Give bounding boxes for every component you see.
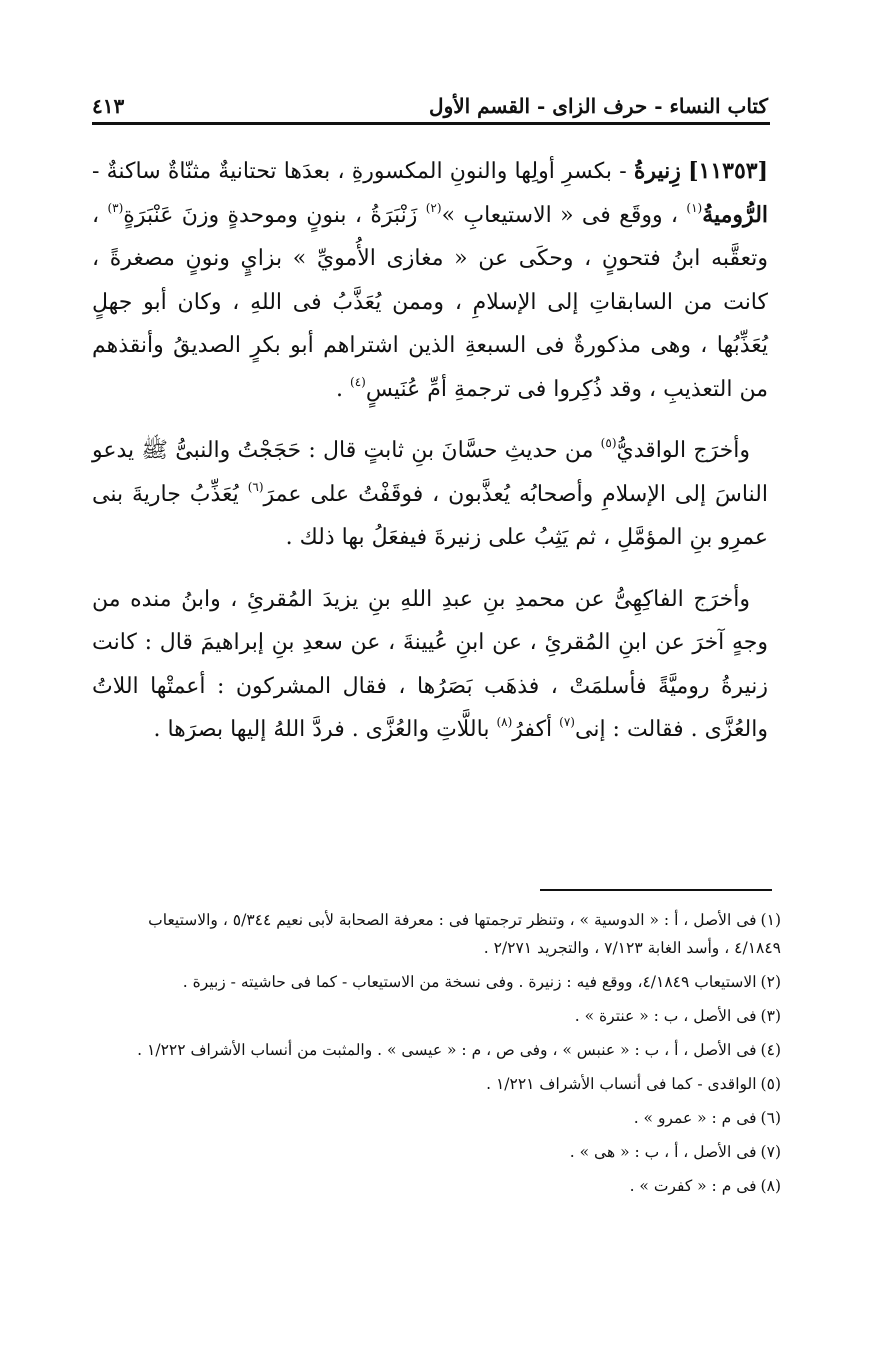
entry-gloss: الرُّوميةُ <box>702 201 769 228</box>
entry-text-c: زَنْبَرَةُ ، بنونٍ وموحدةٍ وزنَ عَنْبَرَةٍ <box>123 202 418 228</box>
footnote <box>100 1172 781 1200</box>
footnote-text: فى م : « كفرت » . <box>629 1177 757 1195</box>
para2-text-a: وأخرَج الواقديُّ <box>616 438 751 463</box>
running-title: كتاب النساء - حرف الزاى - القسم الأول <box>429 94 768 118</box>
running-header <box>92 82 768 118</box>
footnote-text: فى الأصل ، أ : « الدوسية » ، وتنظر ترجمتها فى : معرفة الصحابة لأبى نعيم ٥/٣٤٤ ، والاستيعاب ٤/١٨٤٩ ، وأسد الغابة ٧/١٢٣ ، والتجريد ٢/٢٧١ . <box>148 911 781 957</box>
footnote-ref-8[interactable]: (٨) <box>496 715 513 729</box>
entry-paragraph <box>92 150 768 411</box>
para3-text-c: باللَّاتِ والعُزَّى . فردَّ اللهُ إليها بصرَها . <box>153 717 490 742</box>
para3-text-a: وأخرَج الفاكِهِىُّ عن محمدِ بنِ عبدِ اللهِ بنِ يزيدَ المُقرئِ ، وابنُ منده من وجهٍ آخرَ عن ابنِ المُقرئِ ، عن ابنِ عُيينةَ ، عن سعدِ بنِ إبراهيمَ قال : كانت زنيرةُ روميَّةً فأسلمَتْ ، فذهَب بَصَرُها ، فقال المشركون : أعمتْها اللاتُ والعُزَّى . فقالت : إنى <box>92 586 768 742</box>
footnote-ref-6[interactable]: (٦) <box>247 479 264 494</box>
entry-text-a: - بكسرِ أولِها والنونِ المكسورةِ ، بعدَها تحتانيةٌ مثنّاةٌ ساكنةٌ - <box>92 159 627 184</box>
footnote <box>100 1104 781 1132</box>
page-number: ٤١٣ <box>92 94 125 118</box>
paragraph-fakihi <box>92 578 768 752</box>
footnote-ref-5[interactable]: (٥) <box>600 436 617 450</box>
footnote <box>100 1036 781 1064</box>
footnote-number: (٤) <box>760 1041 781 1059</box>
footnote-number: (٨) <box>760 1177 781 1195</box>
header-rule <box>92 122 770 125</box>
footnote-text: الواقدى - كما فى أنساب الأشراف ١/٢٢١ . <box>486 1075 757 1093</box>
entry-name: زِنيرةُ <box>633 158 681 184</box>
footnote-text: فى الأصل ، أ ، ب : « هى » . <box>569 1143 757 1161</box>
footnote-number: (٣) <box>760 1007 781 1025</box>
footnote-text: فى م : « عمرو » . <box>633 1109 757 1127</box>
para2-text-b: من حديثِ حسَّانَ بنِ ثابتٍ قال : حَجَجْتُ والنبىُّ ﷺ يدعو الناسَ إلى الإسلامِ وأصحابُه يُعذَّبون ، فوقَفْتُ على عمرَ <box>92 438 768 507</box>
footnote-number: (٥) <box>760 1075 781 1093</box>
entry-text-e: . <box>336 376 343 402</box>
paragraph-waqidi <box>92 429 768 560</box>
footnote-text: الاستيعاب ٤/١٨٤٩، ووقع فيه : زنيرة . وفى نسخة من الاستيعاب - كما فى حاشيته - زبيرة . <box>182 973 757 991</box>
footnote-ref-4[interactable]: (٤) <box>350 374 366 389</box>
footnote-number: (٧) <box>760 1143 781 1161</box>
footnote <box>100 1138 781 1166</box>
footnote <box>100 1002 781 1030</box>
footnote-number: (٢) <box>760 973 781 991</box>
para2-text-c: يُعَذِّبُ جاريةَ بنى عمرِو بنِ المؤمَّلِ ، ثم يَثِبُ على زنيرةَ فيفعَلُ بها ذلك . <box>92 481 768 550</box>
entry-text-d: ، وتعقَّبه ابنُ فتحونٍ ، وحكَى عن « مغازى الأُمويِّ » بزايٍ ونونٍ مصغرةً ، كانت من السابقاتِ إلى الإسلامِ ، وممن يُعَذَّبُ فى اللهِ ، وكان أبو جهلٍ يُعَذِّبُها ، وهى مذكورةٌ فى السبعةِ الذين اشتراهم أبو بكرٍ الصديقُ وأنقذهم من التعذيبِ ، وقد ذُكِروا فى ترجمةِ أمِّ عُنَيسٍ <box>92 202 768 402</box>
footnote-ref-1[interactable]: (١) <box>686 200 703 215</box>
footnote-text: فى الأصل ، ب : « عنترة » . <box>574 1007 757 1025</box>
footnote-ref-7[interactable]: (٧) <box>559 715 575 729</box>
para3-text-b: أكفرُ <box>512 717 553 742</box>
footnote-ref-2[interactable]: (٢) <box>425 200 442 215</box>
entry-number: [١١٣٥٣] <box>688 158 769 184</box>
footnote <box>100 1070 781 1098</box>
footnote-separator <box>540 889 772 891</box>
footnote <box>100 968 781 996</box>
footnote <box>100 906 781 962</box>
footnote-number: (١) <box>760 911 781 929</box>
footnote-number: (٦) <box>760 1109 781 1127</box>
footnotes <box>100 906 781 1206</box>
footnote-ref-3[interactable]: (٣) <box>107 200 124 215</box>
entry-text-b: ، ووقَع فى « الاستيعابِ » <box>441 202 679 228</box>
footnote-text: فى الأصل ، أ ، ب : « عنبس » ، وفى ص ، م : « عيسى » . والمثبت من أنساب الأشراف ١/٢٢٢ . <box>137 1041 757 1059</box>
main-text <box>92 150 768 770</box>
